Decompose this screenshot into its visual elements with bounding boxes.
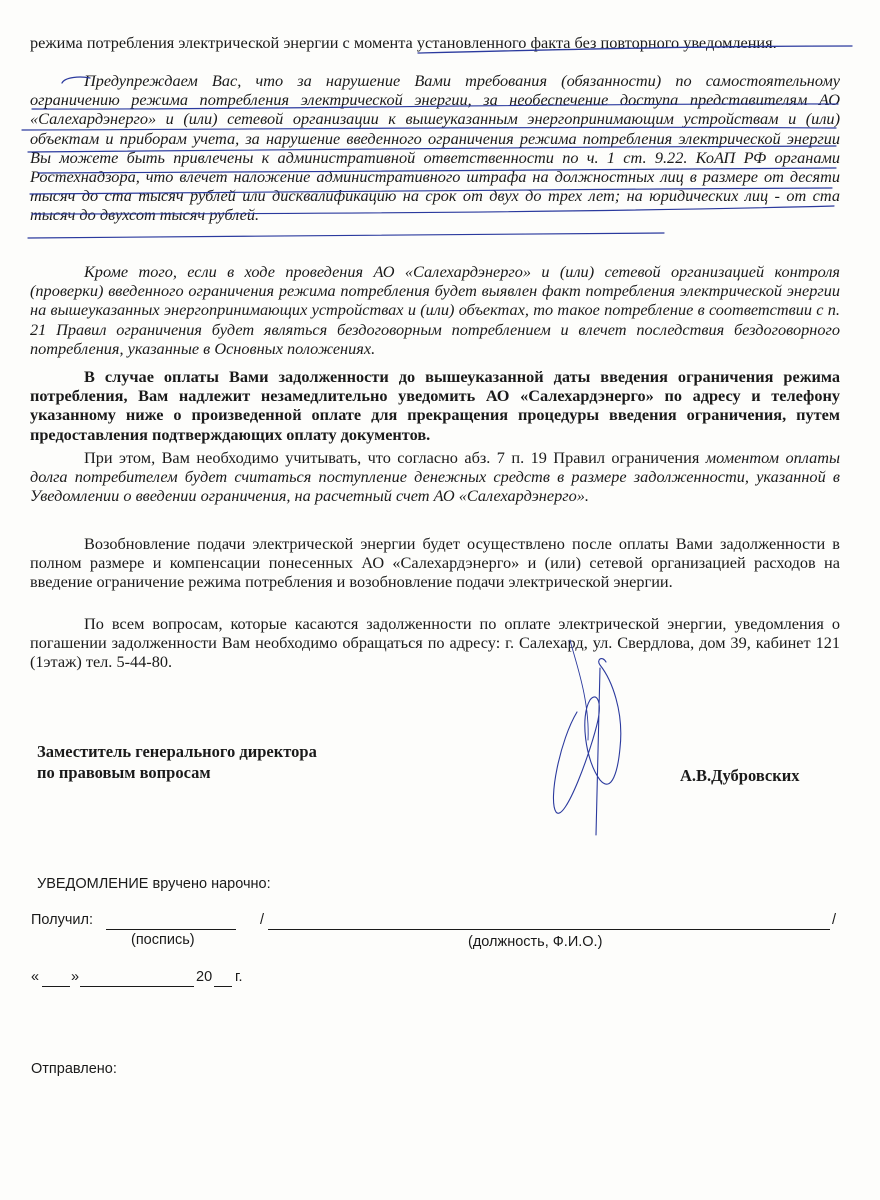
signatory-name: А.В.Дубровских — [680, 766, 800, 785]
underline-ink-warning-7 — [28, 233, 664, 238]
received-label: Получил: — [31, 912, 94, 928]
sent-label: Отправлено: — [31, 1061, 117, 1077]
signatory-title-line2: по правовым вопросам — [37, 763, 211, 782]
paragraph-restoration: Возобновление подачи электрической энергии будет осуществлено после оплаты Вами задолженности в полном размере и компенсации понесенных АО «Салехардэнерго» и (или) сетевой организацией расходов на введение ограничение режима потребления и возобновление подачи электрической энергии. — [30, 534, 840, 592]
delivery-notice-label: УВЕДОМЛЕНИЕ вручено нарочно: — [37, 876, 271, 892]
date-day-blank — [42, 986, 70, 987]
paragraph-continuation: режима потребления электрической энергии с момента установленного факта без повторного уведомления. — [30, 33, 777, 52]
date-quote-close: » — [71, 969, 80, 985]
date-year-suffix: г. — [235, 969, 243, 985]
paragraph-contacts: По всем вопросам, которые касаются задолженности по оплате электрической энергии, уведомления о погашении задолженности Вам необходимо обращаться по адресу: г. Салехард, ул. Свердлова, дом 39, кабинет 121 (1этаж) тел. 5-44-80. — [30, 614, 840, 672]
signature-blank — [106, 929, 236, 930]
signatory-title-line1: Заместитель генерального директора — [37, 742, 317, 761]
signature-caption: (поспись) — [131, 932, 195, 948]
paragraph-payment-moment — [30, 448, 840, 506]
paragraph-unmetered-consumption: Кроме того, если в ходе проведения АО «Салехардэнерго» и (или) сетевой организацией контроля (проверки) введенного ограничения режима потребления будет выявлен факт потребления электрической энергии на вышеуказанных энергопринимающих устройствах и (или) объектах, то такое потребление в соответствии с п. 21 Правил ограничения будет являться бездоговорным потреблением и влечет последствия бездоговорного потребления, указанные в Основных положениях. — [30, 262, 840, 358]
paragraph-payment-notice: В случае оплаты Вами задолженности до вышеуказанной даты введения ограничения режима потребления, Вам надлежит незамедлительно уведомить АО «Салехардэнерго» по адресу и телефону указанному ниже о произведенной оплате для прекращения процедуры введения ограничения, путем предоставления подтверждающих оплату документов. — [30, 367, 840, 444]
date-quote-open: « — [31, 969, 40, 985]
date-month-blank — [80, 986, 194, 987]
position-caption: (должность, Ф.И.О.) — [468, 934, 603, 950]
slash-right: / — [832, 912, 837, 928]
slash-left: / — [260, 912, 265, 928]
date-year-prefix: 20 — [196, 969, 213, 985]
signatory-title — [37, 741, 317, 783]
paragraph-payment-moment-italic: моментом оплаты долга потребителем будет считаться поступление денежных средств в размере задолженности, указанной в Уведомлении о введении ограничения, на расчетный счет АО «Салехардэнерго». — [30, 448, 840, 506]
paragraph-payment-moment-lead: При этом, Вам необходимо учитывать, что согласно абз. 7 п. 19 Правил ограничения — [84, 448, 706, 467]
paragraph-warning: Предупреждаем Вас, что за нарушение Вами требования (обязанности) по самостоятельному ограничению режима потребления электрической энергии, за необеспечение доступа представителям АО «Салехардэнерго» и (или) сетевой организации к вышеуказанным энергопринимающим устройствам и (или) объектам и приборам учета, за нарушение введенного ограничения режима потребления электрической энергии Вы можете быть привлечены к административной ответственности по ч. 1 ст. 9.22. КоАП РФ органами Ростехнадзора, что влечет наложение административного штрафа на должностных лиц в размере от десяти тысяч до ста тысяч рублей или дисквалификацию на срок от двух до трех лет; на юридических лиц - от ста тысяч до двухсот тысяч рублей. — [30, 71, 840, 225]
handwritten-signature — [553, 659, 620, 835]
date-year-blank — [214, 986, 232, 987]
position-name-blank — [268, 929, 830, 930]
